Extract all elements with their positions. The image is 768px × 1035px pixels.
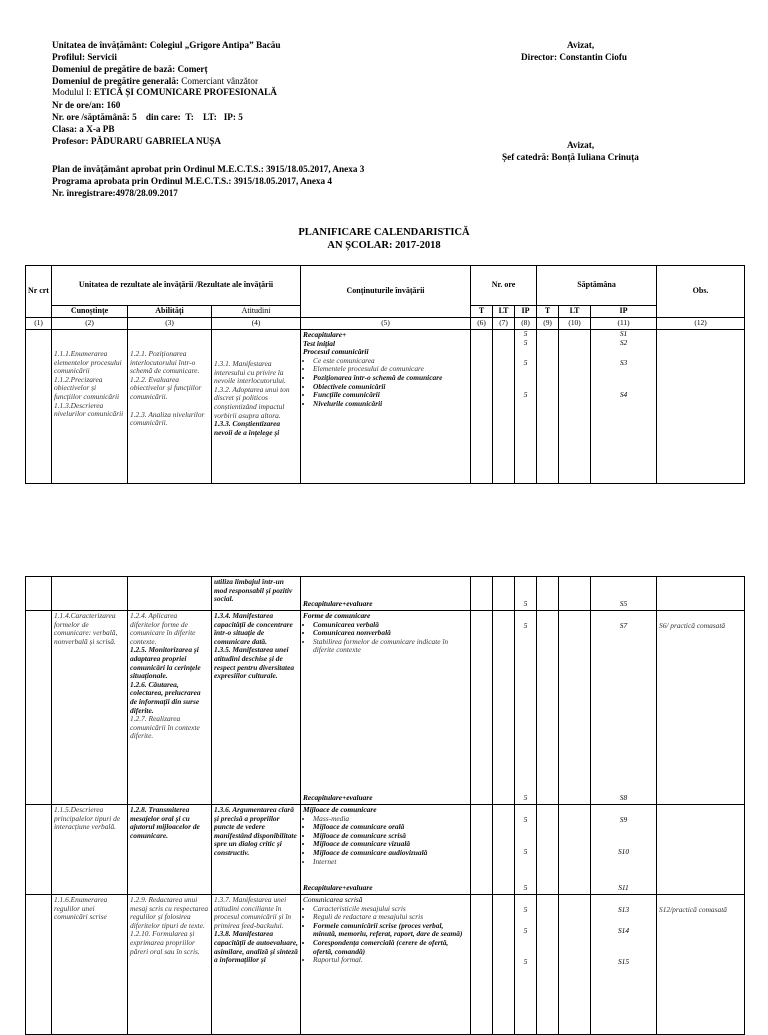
list-item: • Nivelurile comunicării xyxy=(313,400,468,409)
idx-cell: (5) xyxy=(301,318,471,330)
planning-table-top xyxy=(25,265,745,484)
header-clasa: Clasa: a X-a PB xyxy=(52,124,115,134)
header-modul: Modulul I: ETICĂ ȘI COMUNICARE PROFESIONALĂ xyxy=(52,87,277,97)
abilitati-cell: 1.2.4. Aplicarea diferitelor forme de comunicare în diferite contexte. 1.2.5. Monitorizarea și adaptarea propriei comunicări la cerințele situaționale. 1.2.6. Căutarea, colectarea, prelucrarea de informații din surse diferite. 1.2.7. Realizarea comunicării în contexte diferite. xyxy=(128,611,212,805)
idx-cell: (6) xyxy=(471,318,493,330)
list-item: • Ce este comunicarea xyxy=(313,357,468,366)
col-ip2: IP xyxy=(591,306,657,318)
list-item: • Mijloace de comunicare orală xyxy=(313,823,468,832)
table-row xyxy=(26,895,745,1035)
sef-catedra-name: Șef catedră: Bonță Iuliana Crinuța xyxy=(502,152,639,162)
list-item: • Reguli de redactare a mesajului scris xyxy=(313,913,468,922)
continuturi-cell: Recapitulare+evaluare xyxy=(301,577,471,611)
idx-cell: (4) xyxy=(212,318,301,330)
col-saptamana: Săptămâna xyxy=(537,266,657,306)
table-row xyxy=(26,330,745,484)
sapt-cell: S13 S14 S15 xyxy=(591,895,657,1035)
col-lt: LT xyxy=(493,306,515,318)
col-lt2: LT xyxy=(559,306,591,318)
col-unitatea: Unitatea de rezultate ale învățării /Rezultate ale învățării xyxy=(52,266,301,306)
col-t: T xyxy=(471,306,493,318)
list-item: • Comunicarea verbală xyxy=(313,621,468,630)
obs-cell: S6/ practică comasată xyxy=(657,611,745,805)
idx-cell: (2) xyxy=(52,318,128,330)
abilitati-cell: 1.2.9. Redactarea unui mesaj scris cu respectarea regulilor și folosirea diferitelor tipuri de texte. 1.2.10. Formularea și exprimarea propriilor păreri oral sau în scris. xyxy=(128,895,212,1035)
idx-cell: (11) xyxy=(591,318,657,330)
col-obs: Obs. xyxy=(657,266,745,318)
atitudini-cell: 1.3.6. Argumentarea clară și precisă a propriilor puncte de vedere manifestând disponibilitate spre un dialog critic și constructiv. xyxy=(212,805,301,895)
idx-cell: (9) xyxy=(537,318,559,330)
index-row xyxy=(26,318,745,330)
header-plan: Plan de învățământ aprobat prin Ordinul M.E.C.T.S.: 3915/18.05.2017, Anexa 3 xyxy=(52,164,365,174)
cunostinte-cell: 1.1.6.Enumerarea regulilor unei comunicări scrise xyxy=(52,895,128,1035)
sapt-cell: S9 S10 S11 xyxy=(591,805,657,895)
list-item: • Obiectivele comunicării xyxy=(313,383,468,392)
list-item: • Elementele procesului de comunicare xyxy=(313,365,468,374)
abilitati-cell: 1.2.8. Transmiterea mesajelor oral și cu ajutorul mijloacelor de comunicare. xyxy=(128,805,212,895)
table-row xyxy=(26,611,745,805)
list-item: • Internet xyxy=(313,858,468,867)
header-inregistrare: Nr. înregistrare:4978/28.09.2017 xyxy=(52,188,178,198)
atitudini-cell: 1.3.7. Manifestarea unei atitudini conciliante în procesul comunicării și în primirea feed-backului. 1.3.8. Manifestarea capacității de autoevaluare, asimilare, analiză și sinteză a informațiilor și xyxy=(212,895,301,1035)
col-ip: IP xyxy=(515,306,537,318)
col-cunostinte: Cunoștințe xyxy=(52,306,128,318)
idx-cell: (10) xyxy=(559,318,591,330)
list-item: • Mass-media xyxy=(313,815,468,824)
sapt-cell: S7 S8 xyxy=(591,611,657,805)
atitudini-cell: 1.3.1. Manifestarea interesului cu privire la nevoile interlocutorului. 1.3.2. Adoptarea unui ton discret și politicos conștientizând impactul vorbirii asupra altora. 1.3.3. Conștientizarea nevoii de a înțelege și xyxy=(212,330,301,484)
list-item: • Caracteristicile mesajului scris xyxy=(313,905,468,914)
col-atitudini: Atitudini xyxy=(212,306,301,318)
continuturi-cell: Comunicarea scrisă • Caracteristicile mesajului scris • Reguli de redactare a mesajului scris • Formele comunicării scrise (proces verbal, minută, memoriu, referat, raport, dare de seamă) • Corespondența comercială (cerere de ofertă, ofertă, comandă) • Raportul formal. xyxy=(301,895,471,1035)
idx-cell: (7) xyxy=(493,318,515,330)
ip-cell: 5 5 xyxy=(515,611,537,805)
list-item: • Corespondența comercială (cerere de ofertă, ofertă, comandă) xyxy=(313,939,468,956)
list-item: • Raportul formal. xyxy=(313,956,468,965)
cunostinte-cell: 1.1.4.Caracterizarea formelor de comunicare: verbală, nonverbală și scrisă. xyxy=(52,611,128,805)
continuturi-cell: Forme de comunicare • Comunicarea verbală • Comunicarea nonverbală • Stabilirea formelor de comunicare indicate în diferite contexte Recapitulare+evaluare xyxy=(301,611,471,805)
table-row xyxy=(26,805,745,895)
ip-cell: 5 xyxy=(515,577,537,611)
header-profesor: Profesor: PĂDURARU GABRIELA NUȘA xyxy=(52,136,222,146)
list-item: • Mijloace de comunicare scrisă xyxy=(313,832,468,841)
idx-cell: (8) xyxy=(515,318,537,330)
ip-cell: 5 5 5 5 xyxy=(515,330,537,484)
idx-cell: (1) xyxy=(26,318,52,330)
list-item: • Mijloace de comunicare vizuală xyxy=(313,840,468,849)
header-programa: Programa aprobata prin Ordinul M.E.C.T.S.: 3915/18.05.2017, Anexa 4 xyxy=(52,176,332,186)
header-ore-an: Nr de ore/an: 160 xyxy=(52,100,121,110)
atitudini-cell: utiliza limbajul într-un mod responsabil și pozitiv social. xyxy=(212,577,301,611)
list-item: • Stabilirea formelor de comunicare indicate în diferite contexte xyxy=(313,638,468,655)
idx-cell: (3) xyxy=(128,318,212,330)
header-profil: Profilul: Servicii xyxy=(52,52,117,62)
ip-cell: 5 5 5 xyxy=(515,805,537,895)
director-name: Director: Constantin Ciofu xyxy=(521,52,627,62)
page-subtitle: AN ȘCOLAR: 2017-2018 xyxy=(327,240,441,251)
table-row xyxy=(26,577,745,611)
col-nr-crt: Nr crt xyxy=(26,266,52,318)
col-continuturi: Conținuturile învățării xyxy=(301,266,471,318)
cunostinte-cell: 1.1.5.Descrierea principalelor tipuri de interacțiune verbală. xyxy=(52,805,128,895)
cunostinte-cell: 1.1.1.Enumerarea elementelor procesului comunicării 1.1.2.Precizarea obiectivelor și funcțiilor comunicării 1.1.3.Descrierea nivelurilor comunicării xyxy=(52,330,128,484)
avizat-director: Avizat, xyxy=(567,40,595,50)
header-unitate: Unitatea de învățământ: Colegiul „Grigore Antipa” Bacău xyxy=(52,40,281,50)
continuturi-cell: Recapitulare+ Test inițial Procesul comunicării • Ce este comunicarea • Elementele procesului de comunicare • Poziționarea într-o schemă de comunicare • Obiectivele comunicării • Funcțiile comunicării • Nivelurile comunicării xyxy=(301,330,471,484)
col-abilitati: Abilități xyxy=(128,306,212,318)
list-item: • Funcțiile comunicării xyxy=(313,391,468,400)
col-nr-ore: Nr. ore xyxy=(471,266,537,306)
list-item: • Poziționarea într-o schemă de comunicare xyxy=(313,374,468,383)
list-item: • Formele comunicării scrise (proces verbal, minută, memoriu, referat, raport, dare de seamă) xyxy=(313,922,468,939)
list-item: • Comunicarea nonverbală xyxy=(313,629,468,638)
sapt-cell: S5 xyxy=(591,577,657,611)
atitudini-cell: 1.3.4. Manifestarea capacității de concentrare într-o situație de comunicare dată. 1.3.5. Manifestarea unei atitudini deschise și de respect pentru diversitatea expresiilor culturale. xyxy=(212,611,301,805)
planning-table-bottom xyxy=(25,576,745,1035)
idx-cell: (12) xyxy=(657,318,745,330)
obs-cell: S12/practică comasată xyxy=(657,895,745,1035)
avizat-sef: Avizat, xyxy=(567,140,595,150)
header-domeniu-general: Domeniul de pregătire generală: Comerciant vânzător xyxy=(52,76,259,86)
header-domeniu-baza: Domeniul de pregătire de bază: Comerț xyxy=(52,64,208,74)
ip-cell: 5 5 5 xyxy=(515,895,537,1035)
abilitati-cell: 1.2.1. Poziționarea interlocutorului într-o schemă de comunicare. 1.2.2. Evaluarea obiectivelor și funcțiilor comunicării. 1.2.3. Analiza nivelurilor comunicării. xyxy=(128,330,212,484)
list-item: • Mijloace de comunicare audiovizuală xyxy=(313,849,468,858)
page-title: PLANIFICARE CALENDARISTICĂ xyxy=(298,227,470,238)
sapt-cell: S1 S2 S3 S4 xyxy=(591,330,657,484)
header-ore-sapt: Nr. ore /săptămână: 5 din care: T: LT: IP: 5 xyxy=(52,112,243,122)
col-t2: T xyxy=(537,306,559,318)
continuturi-cell: Mijloace de comunicare • Mass-media • Mijloace de comunicare orală • Mijloace de comunicare scrisă • Mijloace de comunicare vizuală • Mijloace de comunicare audiovizuală • Internet Recapitulare+evaluare xyxy=(301,805,471,895)
